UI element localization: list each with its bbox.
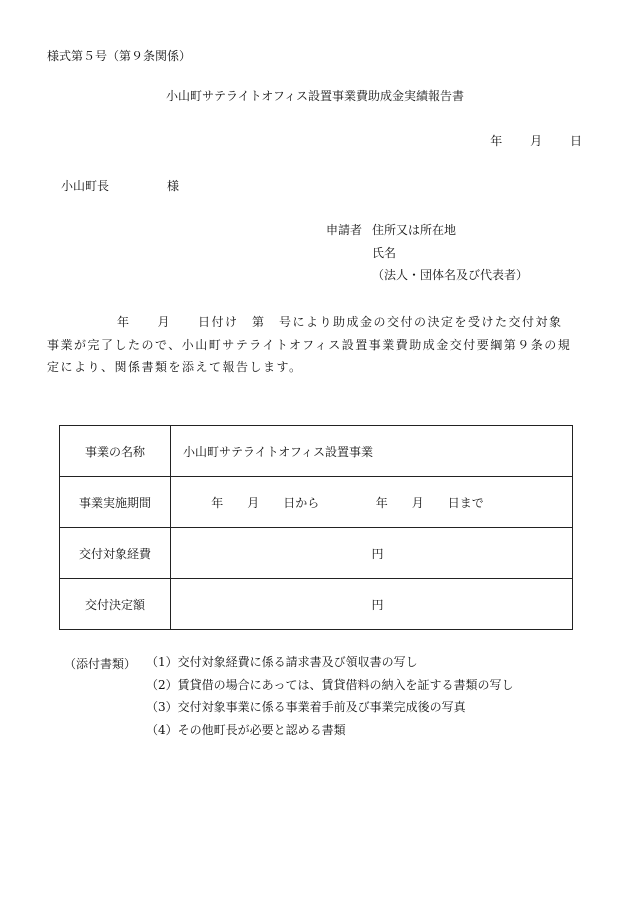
period-from: 年 月 日から bbox=[211, 495, 320, 510]
decision-amount-unit: 円 bbox=[171, 579, 573, 630]
attachments-label: （添付書類） bbox=[64, 657, 137, 671]
table-row bbox=[60, 528, 573, 579]
period-to: 年 月 日まで bbox=[375, 495, 484, 510]
project-name-label: 事業の名称 bbox=[60, 426, 171, 477]
body-line-1: 年 月 日付け 第 号により助成金の交付の決定を受けた交付対象 bbox=[117, 315, 563, 329]
list-item: （1）交付対象経費に係る請求書及び領収書の写し bbox=[146, 655, 418, 669]
date-day: 日 bbox=[569, 134, 582, 148]
form-number: 様式第５号（第９条関係） bbox=[47, 49, 192, 63]
applicant-label: 申請者 bbox=[326, 223, 363, 237]
applicant-address-label: 住所又は所在地 bbox=[372, 223, 457, 237]
body-line-2: 事業が完了したので、小山町サテライトオフィス設置事業費助成金交付要綱第９条の規 bbox=[47, 337, 572, 352]
applicant-name-label: 氏名 bbox=[372, 246, 397, 260]
project-period-value bbox=[171, 477, 573, 528]
report-body bbox=[47, 311, 587, 379]
table-row bbox=[60, 579, 573, 630]
project-name-value: 小山町サテライトオフィス設置事業 bbox=[171, 426, 573, 477]
list-item: （3）交付対象事業に係る事業着手前及び事業完成後の写真 bbox=[146, 700, 466, 714]
project-info-table bbox=[59, 425, 573, 630]
addressee bbox=[61, 177, 179, 194]
project-period-label: 事業実施期間 bbox=[60, 477, 171, 528]
list-item: （4）その他町長が必要と認める書類 bbox=[146, 722, 346, 737]
table-row bbox=[60, 426, 573, 477]
addressee-name: 小山町長 bbox=[61, 179, 110, 193]
attachments-list bbox=[146, 655, 514, 745]
decision-amount-label: 交付決定額 bbox=[60, 579, 171, 630]
body-line-3: 定により、関係書類を添えて報告します。 bbox=[47, 360, 303, 374]
date-line bbox=[466, 132, 582, 149]
date-month: 月 bbox=[530, 134, 543, 148]
eligible-cost-label: 交付対象経費 bbox=[60, 528, 171, 579]
table-row bbox=[60, 477, 573, 528]
applicant-address-line bbox=[326, 221, 456, 238]
eligible-cost-unit: 円 bbox=[171, 528, 573, 579]
addressee-honorific: 様 bbox=[167, 179, 180, 193]
list-item: （2）賃貸借の場合にあっては、賃貸借料の納入を証する書類の写し bbox=[146, 677, 514, 692]
document-title: 小山町サテライトオフィス設置事業費助成金実績報告書 bbox=[166, 89, 464, 103]
applicant-corp-note: （法人・団体名及び代表者） bbox=[372, 268, 529, 282]
date-year: 年 bbox=[490, 134, 503, 148]
